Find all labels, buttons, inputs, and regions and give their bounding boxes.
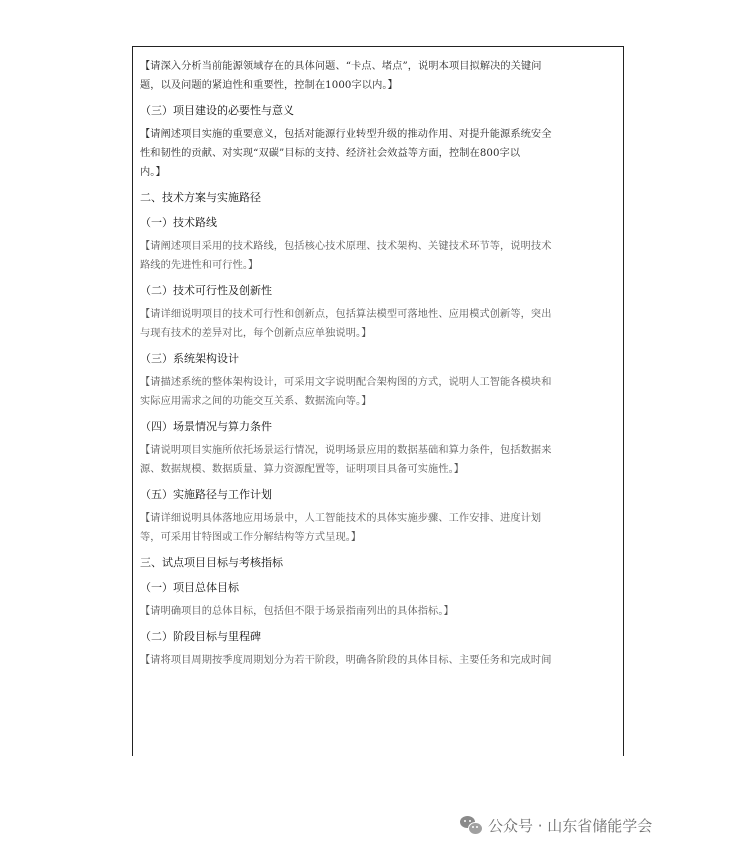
intro-line: 题，以及问题的紧迫性和重要性，控制在1000字以内。】 — [140, 80, 398, 91]
section-body — [140, 441, 618, 479]
section-line: 实际应用需求之间的功能交互关系、数据流向等。】 — [140, 396, 372, 407]
section-line: 【请将项目周期按季度周期划分为若干阶段，明确各阶段的具体目标、主要任务和完成时间 — [140, 655, 552, 666]
footer-text: 公众号 · 山东省储能学会 — [488, 816, 653, 835]
wechat-icon — [460, 815, 482, 835]
section-heading: （五）实施路径与工作计划 — [140, 488, 272, 501]
section-line: 【请阐述项目采用的技术路线，包括核心技术原理、技术架构、关键技术环节等，说明技术 — [140, 241, 552, 252]
section-heading: 三、试点项目目标与考核指标 — [140, 556, 283, 569]
section-line: 【请明确项目的总体目标，包括但不限于场景指南列出的具体指标。】 — [140, 606, 454, 617]
section-body — [140, 237, 618, 275]
section-line: 性和韧性的贡献、对实现“双碳”目标的支持、经济社会效益等方面，控制在800字以 — [140, 148, 521, 159]
section-line: 【请说明项目实施所依托场景运行情况，说明场景应用的数据基础和算力条件，包括数据来 — [140, 445, 552, 456]
section-line: 等，可采用甘特图或工作分解结构等方式呈现。】 — [140, 532, 362, 543]
section-heading: （二）技术可行性及创新性 — [140, 284, 272, 297]
section-line: 源、数据规模、数据质量、算力资源配置等，证明项目具备可实施性。】 — [140, 464, 465, 475]
section-line: 内。】 — [140, 167, 166, 178]
section-heading: （一）项目总体目标 — [140, 581, 239, 594]
section-heading: （二）阶段目标与里程碑 — [140, 630, 261, 643]
section-heading: 二、技术方案与实施路径 — [140, 191, 261, 204]
section-body — [140, 125, 618, 182]
section-body — [140, 305, 618, 343]
section-line: 【请描述系统的整体架构设计，可采用文字说明配合架构图的方式，说明人工智能各模块和 — [140, 377, 552, 388]
section-body — [140, 602, 618, 621]
section-line: 【请详细说明具体落地应用场景中，人工智能技术的具体实施步骤、工作安排、进度计划 — [140, 513, 542, 524]
section-body — [140, 509, 618, 547]
section-heading: （四）场景情况与算力条件 — [140, 420, 272, 433]
section-heading: （一）技术路线 — [140, 216, 217, 229]
intro-line: 【请深入分析当前能源领域存在的具体问题、“卡点、堵点”，说明本项目拟解决的关键问 — [140, 61, 542, 72]
section-body — [140, 651, 618, 670]
section-line: 路线的先进性和可行性。】 — [140, 260, 259, 271]
section-heading: （三）系统架构设计 — [140, 352, 239, 365]
intro-block — [140, 57, 618, 95]
section-line: 与现有技术的差异对比，每个创新点应单独说明。】 — [140, 328, 372, 339]
section-heading: （三）项目建设的必要性与意义 — [140, 104, 294, 117]
section-line: 【请详细说明项目的技术可行性和创新点，包括算法模型可落地性、应用模式创新等，突出 — [140, 309, 552, 320]
document-frame — [132, 46, 624, 756]
watermark-footer — [460, 814, 652, 836]
section-line: 【请阐述项目实施的重要意义，包括对能源行业转型升级的推动作用、对提升能源系统安全 — [140, 129, 552, 140]
section-body — [140, 373, 618, 411]
